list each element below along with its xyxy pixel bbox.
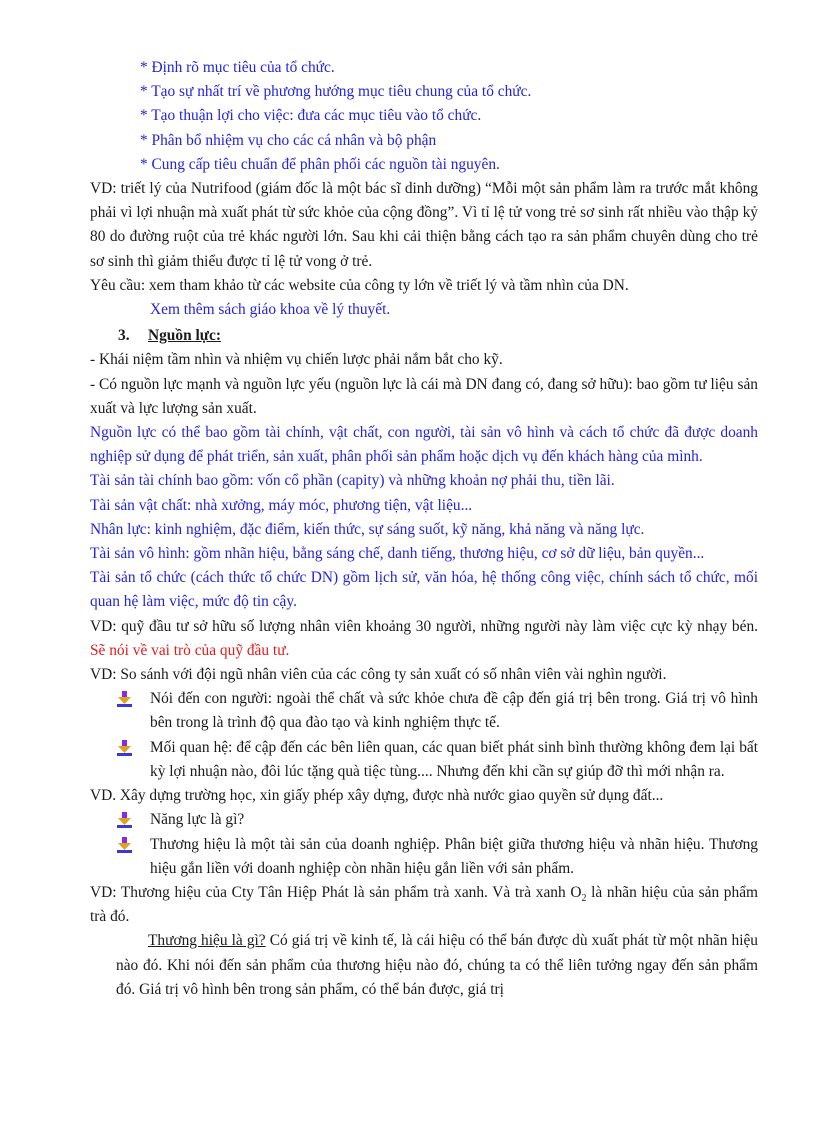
arrow-item-text: Nói đến con người: ngoài thể chất và sức khỏe chưa đề cập đến giá trị bên trong. Giá trị vô hình bên trong là trình độ qua đào tạo và kinh nghiệm thực tế. (150, 690, 758, 732)
objective-item: * Phân bổ nhiệm vụ cho các cá nhân và bộ phận (140, 131, 437, 149)
fund-example (90, 615, 758, 663)
arrow-list-item (90, 687, 758, 735)
arrow-bullet-icon (117, 837, 132, 853)
fund-example-text: VD: quỹ đầu tư sở hữu số lượng nhân viên khoảng 30 người, những người này làm việc cực kỳ nhạy bén. (90, 617, 758, 635)
tanhiepphat-text-before: VD: Thương hiệu của Cty Tân Hiệp Phát là sản phẩm trà xanh. Và trà xanh O (90, 883, 582, 901)
arrow-item-text: Năng lực là gì? (150, 811, 245, 829)
resource-paragraph: Tài sản tổ chức (cách thức tổ chức DN) gồm lịch sử, văn hóa, hệ thống công việc, chính sách tổ chức, mối quan hệ làm việc, mức độ tin cậy. (90, 569, 758, 611)
section-number: 3. (118, 327, 130, 345)
objective-item: * Cung cấp tiêu chuẩn để phân phối các nguồn tài nguyên. (140, 155, 500, 173)
objectives-list (116, 56, 758, 177)
arrow-bullet-icon (117, 740, 132, 756)
arrow-item-text: Mối quan hệ: để cập đến các bên liên quan, các quan biết phát sinh bình thường không đem lại bất kỳ lợi nhuận nào, đôi lúc tặng quà tiệc tùng.... Nhưng đến khi cần sự giúp đỡ thì mới nhận ra. (150, 738, 758, 780)
arrow-list-item (90, 808, 758, 832)
arrow-bullet-icon (117, 812, 132, 828)
arrow-bullet-icon (117, 691, 132, 707)
objective-item: * Định rõ mục tiêu của tổ chức. (140, 59, 335, 76)
brand-definition (90, 929, 758, 1002)
fund-example-note: Sẽ nói về vai trò của quỹ đầu tư. (90, 641, 290, 659)
school-example: VD. Xây dựng trường học, xin giấy phép xây dựng, được nhà nước giao quyền sử dụng đất... (90, 787, 664, 805)
resource-paragraph: Nguồn lực có thể bao gồm tài chính, vật chất, con người, tài sản vô hình và cách tổ chức đã được doanh nghiệp sử dụng để phát triển, sản xuất, phân phối sản phẩm hoặc dịch vụ đến khách hàng của mình. (90, 424, 758, 466)
textbook-note: Xem thêm sách giáo khoa về lý thuyết. (150, 301, 391, 319)
section-heading (116, 324, 758, 348)
compare-example: VD: So sánh với đội ngũ nhân viên của các công ty sản xuất có số nhân viên vài nghìn người. (90, 666, 667, 684)
arrow-list-item (90, 736, 758, 784)
section-title: Nguồn lực: (148, 327, 221, 345)
requirement-text: Yêu cầu: xem tham khảo từ các website của công ty lớn về triết lý và tầm nhìn của DN. (90, 276, 629, 294)
o2-subscript: 2 (581, 892, 587, 904)
tanhiepphat-example (90, 881, 758, 929)
objective-item: * Tạo sự nhất trí về phương hướng mục tiêu chung của tổ chức. (140, 83, 532, 101)
nutrifood-example: VD: triết lý của Nutrifood (giám đốc là một bác sĩ dinh dưỡng) “Mỗi một sản phẩm làm ra trước mắt không phải vì lợi nhuận mà xuất phát từ sức khỏe của cộng đồng”. Vì tỉ lệ tử vong trẻ sơ sinh rất nhiều vào thập kỷ 80 do đường ruột của trẻ khác người lớn. Sau khi cải thiện bằng cách tạo ra sản phẩm chuyên dùng cho trẻ sơ sinh thì giảm thiểu được tỉ lệ tử vong ở trẻ. (90, 180, 758, 270)
arrow-list-item (90, 833, 758, 881)
resource-paragraph: Tài sản vô hình: gồm nhãn hiệu, bằng sáng chế, danh tiếng, thương hiệu, cơ sở dữ liệu, bản quyền... (90, 545, 705, 563)
document-page (90, 56, 758, 1002)
dash-item: - Có nguồn lực mạnh và nguồn lực yếu (nguồn lực là cái mà DN đang có, đang sở hữu): bao gồm tư liệu sản xuất và lực lượng sản xuất. (90, 375, 758, 417)
brand-definition-term: Thương hiệu là gì? (148, 932, 266, 950)
resource-paragraph: Nhân lực: kinh nghiệm, đặc điểm, kiến thức, sự sáng suốt, kỹ năng, khả năng và năng lực. (90, 520, 645, 538)
arrow-item-text: Thương hiệu là một tài sản của doanh nghiệp. Phân biệt giữa thương hiệu và nhãn hiệu. Thương hiệu gắn liền với doanh nghiệp còn nhãn hiệu gắn liền với sản phẩm. (150, 835, 758, 877)
resource-paragraph: Tài sản tài chính bao gồm: vốn cổ phần (capity) và những khoản nợ phải thu, tiền lãi. (90, 472, 615, 490)
brand-definition-text: Có giá trị về kinh tế, là cái hiệu có thể bán được dù xuất phát từ một nhãn hiệu nào đó. Khi nói đến sản phẩm của thương hiệu nào đó, chúng ta có thể liên tưởng ngay đến sản phẩm đó. Giá trị vô hình bên trong sản phẩm, có thể bán được, giá trị (116, 932, 758, 998)
dash-item: - Khái niệm tầm nhìn và nhiệm vụ chiến lược phải nắm bắt cho kỹ. (90, 351, 503, 369)
objective-item: * Tạo thuận lợi cho việc: đưa các mục tiêu vào tổ chức. (140, 107, 482, 125)
tanhiepphat-text-after: là nhãn hiệu của sản phẩm trà đó. (90, 883, 758, 926)
resource-paragraph: Tài sản vật chất: nhà xưởng, máy móc, phương tiện, vật liệu... (90, 496, 473, 514)
